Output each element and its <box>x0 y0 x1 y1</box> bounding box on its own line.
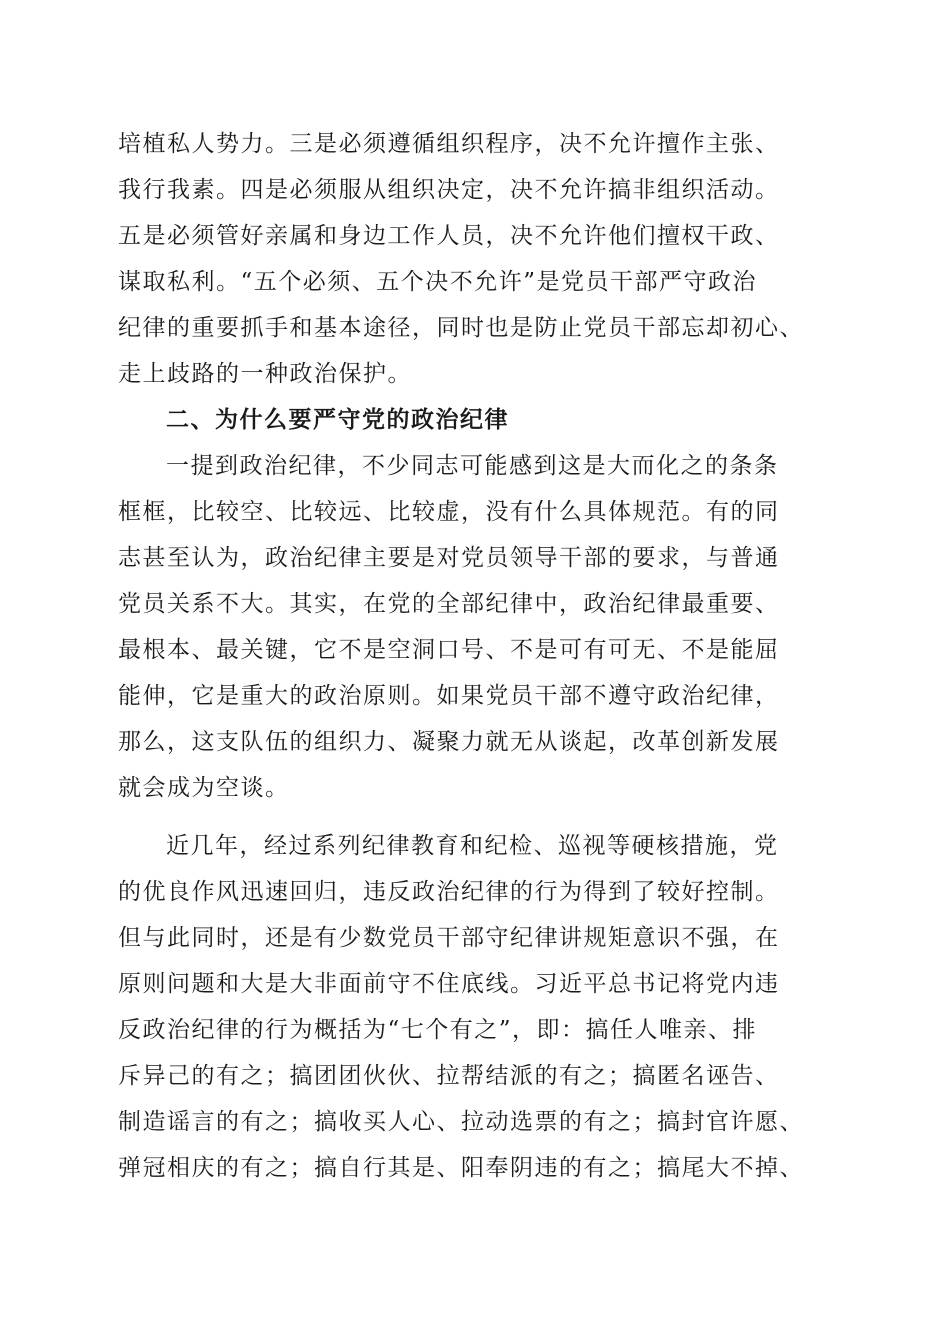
paragraph-line: 原则问题和大是大非面前守不住底线。习近平总书记将党内违 <box>118 971 780 997</box>
paragraph-line: 志甚至认为，政治纪律主要是对党员领导干部的要求，与普通 <box>118 545 780 571</box>
paragraph-line: 就会成为空谈。 <box>118 775 290 801</box>
paragraph-line: 框框，比较空、比较远、比较虚，没有什么具体规范。有的同 <box>118 499 780 525</box>
paragraph-line: 最根本、最关键，它不是空洞口号、不是可有可无、不是能屈 <box>118 637 780 663</box>
paragraph-line: 一提到政治纪律，不少同志可能感到这是大而化之的条条 <box>166 453 779 479</box>
paragraph-line: 反政治纪律的行为概括为“七个有之”，即：搞任人唯亲、排 <box>118 1017 758 1043</box>
paragraph-line: 但与此同时，还是有少数党员干部守纪律讲规矩意识不强，在 <box>118 925 780 951</box>
paragraph-line: 近几年，经过系列纪律教育和纪检、巡视等硬核措施，党 <box>166 833 779 859</box>
paragraph-line: 斥异己的有之；搞团团伙伙、拉帮结派的有之；搞匿名诬告、 <box>118 1063 780 1089</box>
paragraph-line: 弹冠相庆的有之；搞自行其是、阳奉阴违的有之；搞尾大不掉、 <box>118 1155 804 1181</box>
section-heading: 二、为什么要严守党的政治纪律 <box>166 407 509 433</box>
paragraph-line: 党员关系不大。其实，在党的全部纪律中，政治纪律最重要、 <box>118 591 780 617</box>
paragraph-spacer <box>118 811 848 823</box>
paragraph-line: 培植私人势力。三是必须遵循组织程序，决不允许擅作主张、 <box>118 131 780 157</box>
paragraph-continued <box>118 121 848 1191</box>
paragraph-line: 那么，这支队伍的组织力、凝聚力就无从谈起，改革创新发展 <box>118 729 780 755</box>
paragraph-line: 的优良作风迅速回归，违反政治纪律的行为得到了较好控制。 <box>118 879 780 905</box>
paragraph-line: 纪律的重要抓手和基本途径，同时也是防止党员干部忘却初心、 <box>118 315 804 341</box>
paragraph-line: 我行我素。四是必须服从组织决定，决不允许搞非组织活动。 <box>118 177 780 203</box>
paragraph-line: 制造谣言的有之；搞收买人心、拉动选票的有之；搞封官许愿、 <box>118 1109 804 1135</box>
paragraph-line: 五是必须管好亲属和身边工作人员，决不允许他们擅权干政、 <box>118 223 780 249</box>
paragraph-line: 走上歧路的一种政治保护。 <box>118 361 412 387</box>
paragraph-line: 能伸，它是重大的政治原则。如果党员干部不遵守政治纪律， <box>118 683 780 709</box>
paragraph-line: 谋取私利。“五个必须、五个决不允许”是党员干部严守政治 <box>118 269 758 295</box>
